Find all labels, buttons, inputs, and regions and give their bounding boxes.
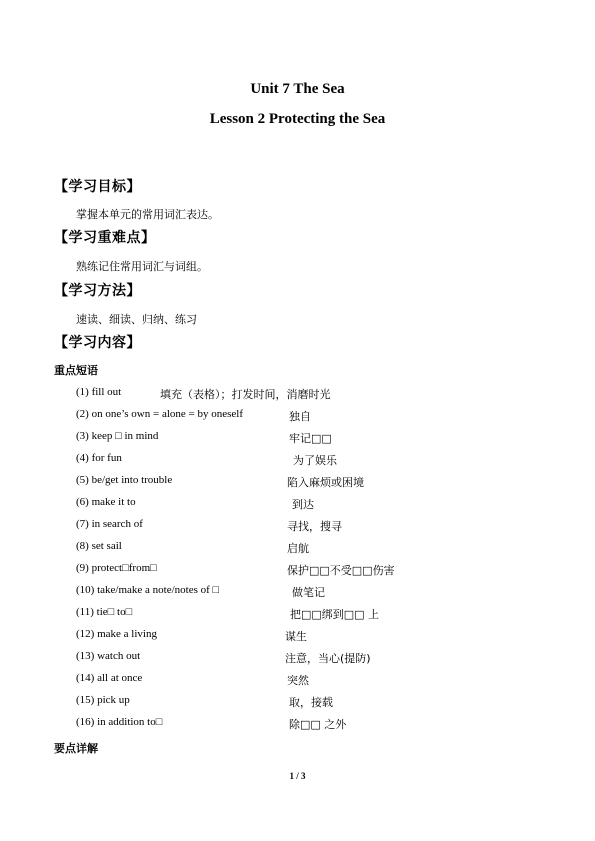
details-heading: 要点详解 [54,742,98,755]
phrase-english: (16) in addition to□ [76,716,163,728]
method-text: 速读、细读、归纳、练习 [76,313,197,326]
phrase-chinese: 陷入麻烦或困境 [287,476,364,489]
phrase-english: (5) be/get into trouble [76,474,173,486]
phrase-row [0,540,595,556]
unit-title: Unit 7 The Sea [250,81,345,97]
phrase-english: (9) protect□from□ [76,562,157,574]
phrase-chinese: 填充（表格）；打发时间，消磨时光 [160,388,331,401]
phrase-row [0,430,595,446]
phrase-english: (14) all at once [76,672,143,684]
phrase-english: (15) pick up [76,694,130,706]
phrase-chinese: 独自 [289,410,311,423]
phrase-english: (7) in search of [76,518,143,530]
phrase-chinese: 寻找，搜寻 [287,520,342,533]
phrase-row [0,584,595,600]
phrase-chinese: 牢记□□ [289,432,332,445]
phrase-row [0,474,595,490]
phrase-english: (4) for fun [76,452,122,464]
phrase-english: (10) take/make a note/notes of □ [76,584,220,596]
phrase-english: (1) fill out [76,386,122,398]
phrase-chinese: 注意，当心(提防) [285,652,371,665]
phrase-row [0,562,595,578]
content-heading: 【学习内容】 [54,335,141,351]
phrase-chinese: 启航 [287,542,309,555]
phrase-chinese: 谋生 [285,630,307,643]
phrase-english: (6) make it to [76,496,136,508]
phrase-chinese: 保护□□不受□□伤害 [287,564,395,577]
phrase-row [0,386,595,402]
phrase-row [0,606,595,622]
phrase-row [0,628,595,644]
phrase-chinese: 突然 [287,674,309,687]
key-points-heading: 【学习重难点】 [54,230,156,246]
phrase-row [0,496,595,512]
phrase-english: (3) keep □ in mind [76,430,159,442]
goal-heading: 【学习目标】 [54,179,141,195]
method-heading: 【学习方法】 [54,283,141,299]
phrase-chinese: 到达 [292,498,314,511]
phrase-row [0,694,595,710]
key-points-text: 熟练记住常用词汇与词组。 [76,260,208,273]
phrase-english: (11) tie□ to□ [76,606,133,618]
phrase-row [0,716,595,732]
phrase-chinese: 取，接载 [289,696,333,709]
phrase-row [0,452,595,468]
goal-text: 掌握本单元的常用词汇表达。 [76,208,219,221]
phrase-row [0,672,595,688]
lesson-title: Lesson 2 Protecting the Sea [209,111,386,127]
phrase-english: (2) on one’s own = alone = by oneself [76,408,243,420]
phrase-english: (12) make a living [76,628,157,640]
phrases-heading: 重点短语 [54,364,98,377]
phrase-chinese: 把□□绑到□□ 上 [290,608,380,621]
phrase-english: (13) watch out [76,650,141,662]
phrase-row [0,518,595,534]
phrase-english: (8) set sail [76,540,122,552]
phrase-chinese: 做笔记 [292,586,325,599]
phrase-row [0,650,595,666]
page-number: 1 / 3 [289,771,306,781]
phrase-row [0,408,595,424]
phrase-chinese: 除□□ 之外 [289,718,347,731]
phrase-chinese: 为了娱乐 [293,454,337,467]
